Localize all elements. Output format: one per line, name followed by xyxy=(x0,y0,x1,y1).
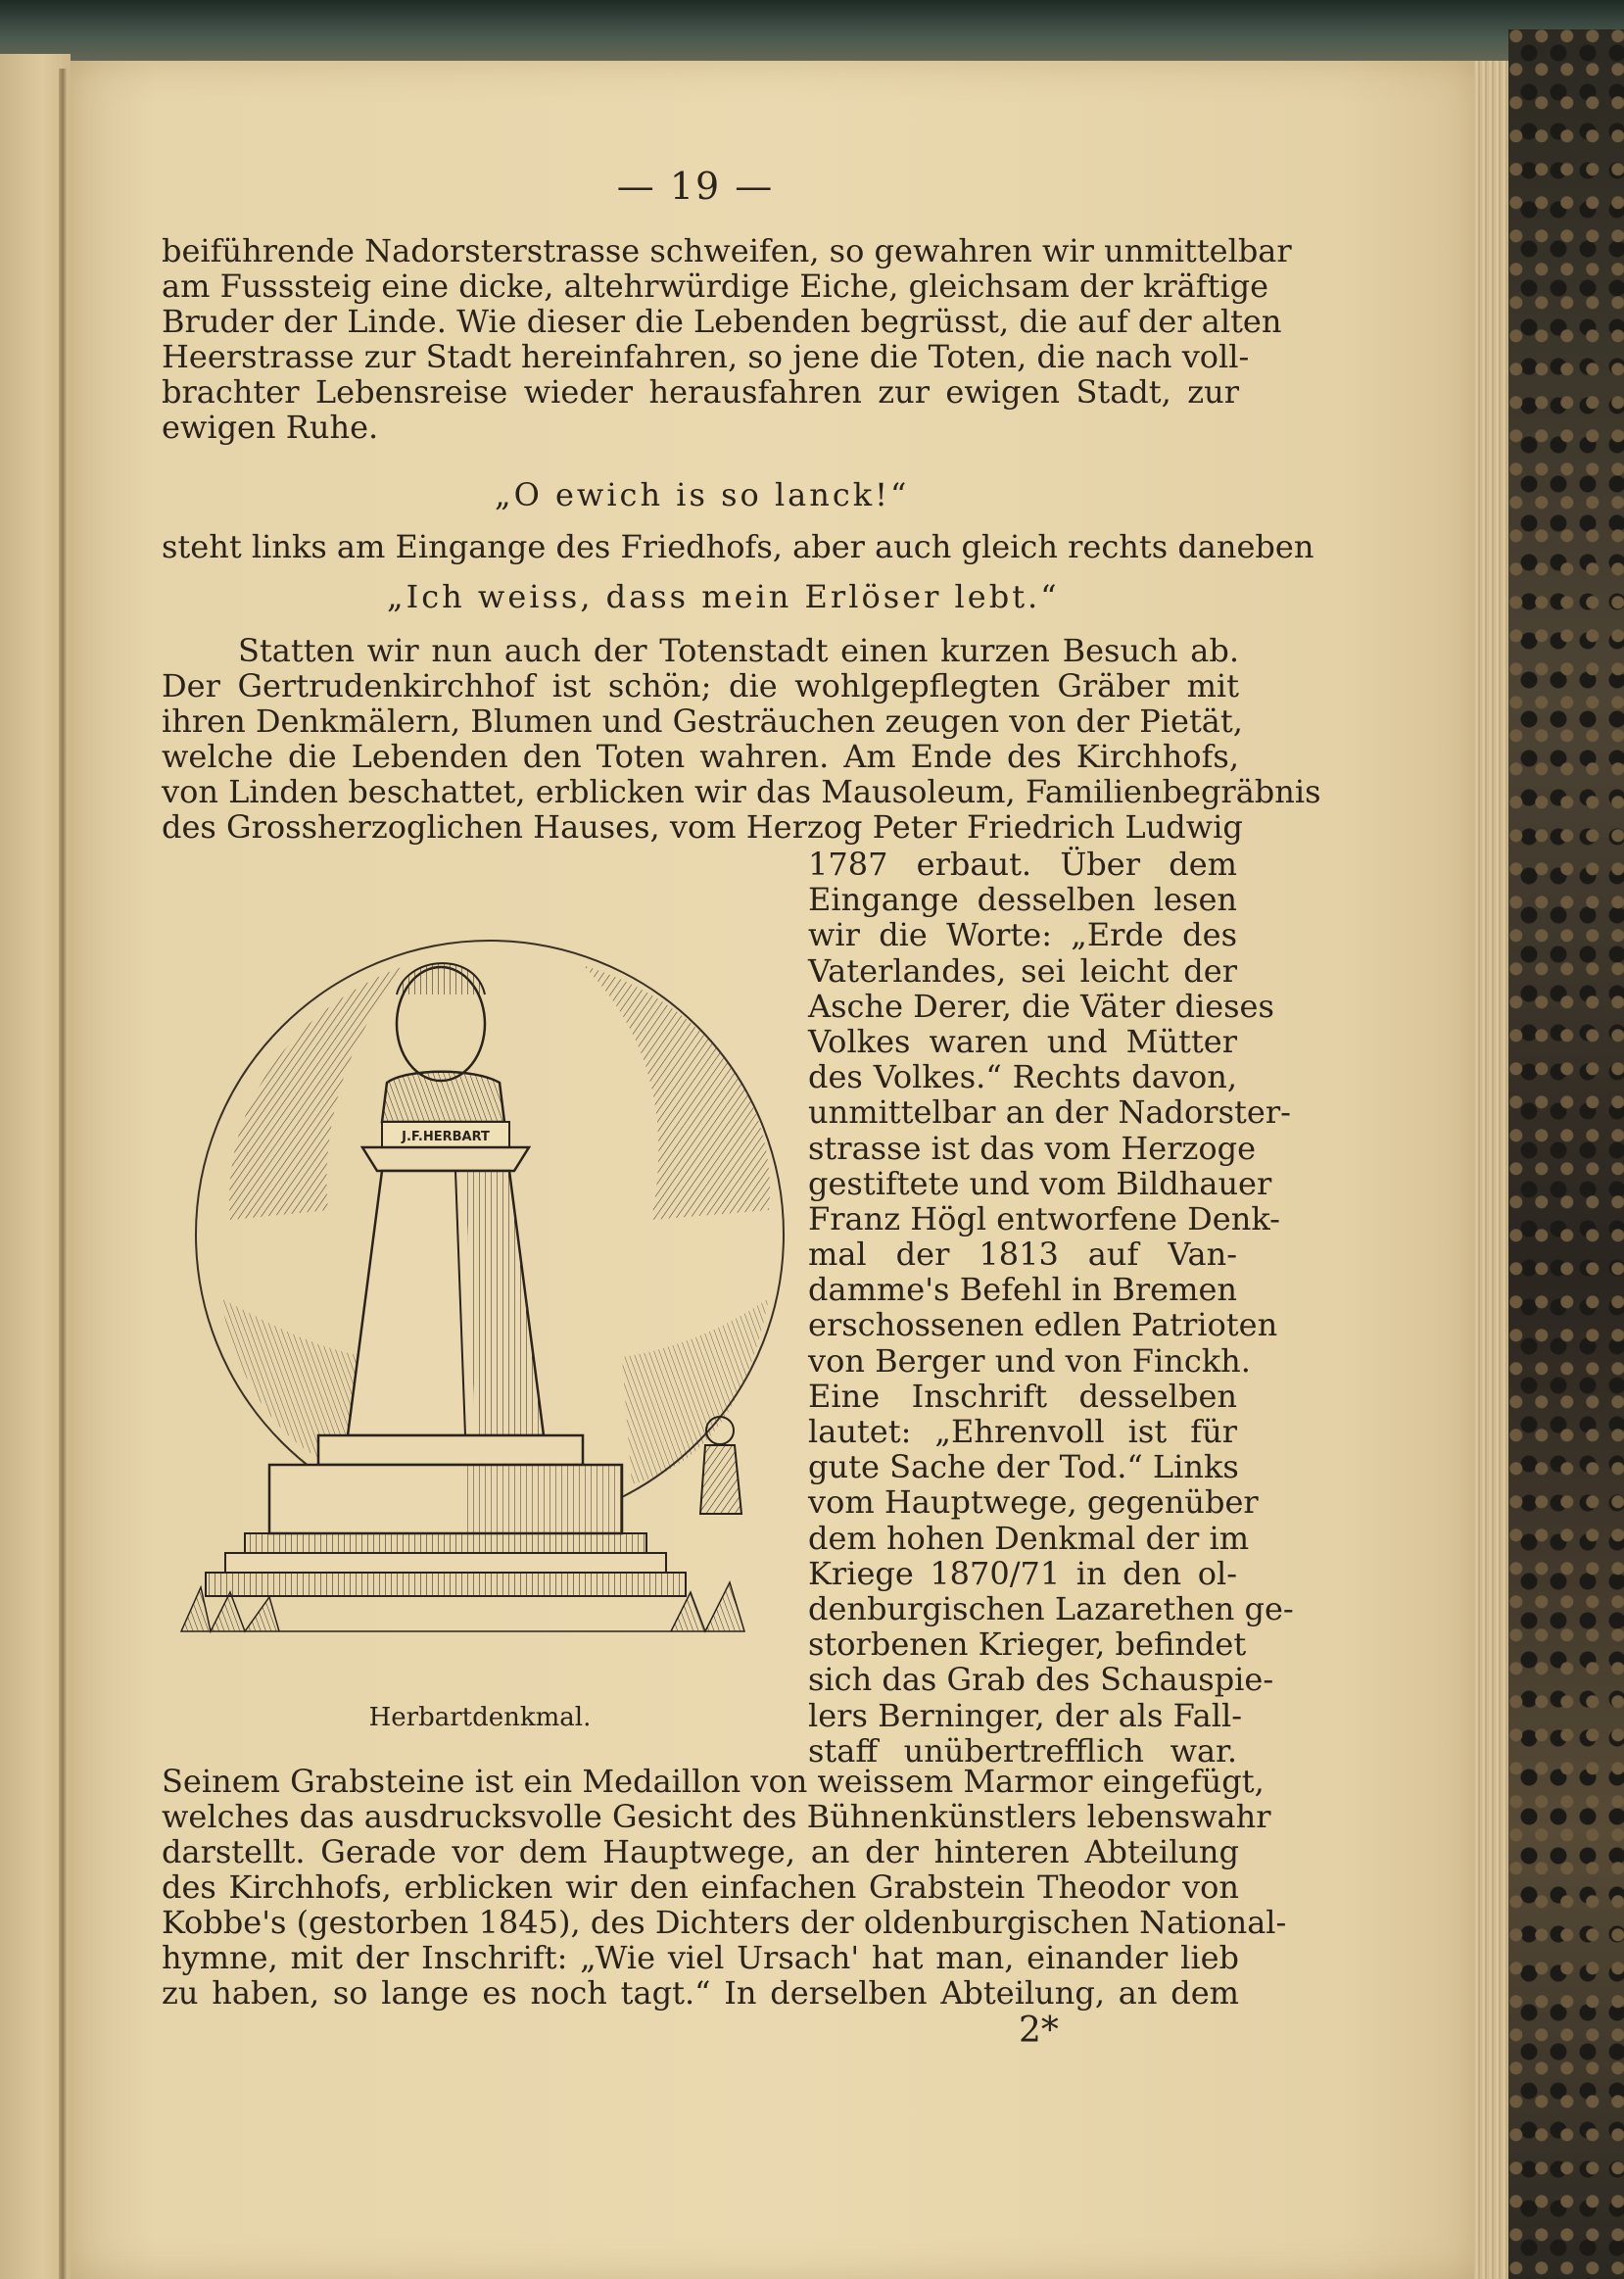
text-line: welche die Lebenden den Toten wahren. Am Ende des Kirchhofs, xyxy=(162,738,1239,775)
illustration-caption: Herbartdenkmal. xyxy=(368,1703,592,1732)
marbled-cover xyxy=(1508,29,1624,2279)
text-line: Vaterlandes, sei leicht der xyxy=(808,951,1237,990)
text-line: beiführende Nadorsterstrasse schweifen, so gewahren wir unmittelbar xyxy=(162,232,1292,269)
bust-shoulders xyxy=(382,1072,504,1122)
text-line: wir die Worte: „Erde des xyxy=(808,916,1237,954)
text-line: lers Berninger, der als Fall- xyxy=(808,1696,1242,1734)
figure-body xyxy=(700,1445,741,1514)
text-line: gestiftete und vom Bildhauer xyxy=(808,1164,1272,1202)
text-line: Kriege 1870/71 in den ol- xyxy=(808,1554,1237,1592)
pedestal-capital xyxy=(362,1147,529,1171)
text-line: storbenen Krieger, befindet xyxy=(808,1625,1247,1664)
text-line: des Grossherzoglichen Hauses, vom Herzog Peter Friedrich Ludwig xyxy=(162,808,1243,846)
text-line: Franz Högl entworfene Denk- xyxy=(808,1199,1280,1237)
text-line: Heerstrasse zur Stadt hereinfahren, so jene die Toten, die nach voll- xyxy=(162,338,1250,375)
text-line: vom Hauptwege, gegenüber xyxy=(808,1483,1259,1522)
text-line: 1787 erbaut. Über dem xyxy=(808,846,1237,883)
text-line: welches das ausdrucksvolle Gesicht des Bühnenkünstlers lebenswahr xyxy=(162,1798,1271,1835)
paragraph-1 xyxy=(162,232,1292,446)
paragraph-2 xyxy=(162,632,1321,846)
text-line: dem hohen Denkmal der im xyxy=(808,1519,1250,1557)
text-line: des Volkes.“ Rechts davon, xyxy=(808,1058,1237,1096)
text-line: Volkes waren und Mütter xyxy=(808,1022,1237,1060)
text-line: damme's Befehl in Bremen xyxy=(808,1271,1237,1309)
text-line: zu haben, so lange es noch tagt.“ In derselben Abteilung, an dem xyxy=(162,1974,1239,2012)
text-line: erschossenen edlen Patrioten xyxy=(808,1306,1278,1344)
text-line: lautet: „Ehrenvoll ist für xyxy=(808,1413,1237,1450)
text-line: unmittelbar an der Nadorster- xyxy=(808,1093,1291,1132)
page-number: — 19 — xyxy=(616,165,775,208)
step-1 xyxy=(245,1533,646,1553)
middle-line xyxy=(162,528,1314,565)
text-line: Der Gertrudenkirchhof ist schön; die wohlgepflegten Gräber mit xyxy=(162,667,1239,704)
text-line: steht links am Eingange des Friedhofs, aber auch gleich rechts daneben xyxy=(162,528,1314,565)
text-line: Kobbe's (gestorben 1845), des Dichters der oldenburgischen National- xyxy=(162,1904,1287,1941)
right-column-text xyxy=(808,846,1294,1770)
text-line: gute Sache der Tod.“ Links xyxy=(808,1448,1239,1486)
text-line: ihren Denkmälern, Blumen und Gesträuchen zeugen von der Pietät, xyxy=(162,703,1243,740)
text-line: am Fusssteig eine dicke, altehrwürdige Eiche, gleichsam der kräftige xyxy=(162,267,1269,305)
text-line: von Berger und von Finckh. xyxy=(808,1341,1251,1380)
text-line: Asche Derer, die Väter dieses xyxy=(808,987,1274,1025)
motto-inscription-2: „Ich weiss, dass mein Erlöser lebt.“ xyxy=(387,578,1060,615)
text-line: mal der 1813 auf Van- xyxy=(808,1236,1237,1274)
text-line: des Kirchhofs, erblicken wir den einfachen Grabstein Theodor von xyxy=(162,1868,1239,1906)
text-line: strasse ist das vom Herzoge xyxy=(808,1129,1256,1167)
foliage-lower-right xyxy=(622,1298,769,1484)
book-top-edge xyxy=(0,0,1624,69)
text-line: von Linden beschattet, erblicken wir das Mausoleum, Familienbegräbnis xyxy=(162,773,1321,810)
text-line: Eingange desselben lesen xyxy=(808,881,1237,919)
text-line: denburgischen Lazarethen ge- xyxy=(808,1589,1294,1627)
text-line: Eine Inschrift desselben xyxy=(808,1377,1237,1415)
plaque-text: J.F.HERBART xyxy=(402,1130,490,1144)
foliage-right xyxy=(583,965,770,1220)
text-line: darstellt. Gerade vor dem Hauptwege, an der hinteren Abteilung xyxy=(162,1833,1239,1870)
text-line: staff unübertrefflich war. xyxy=(808,1731,1237,1770)
text-line: Seinem Grabsteine ist ein Medaillon von weissem Marmor eingefügt, xyxy=(162,1763,1265,1800)
text-line: sich das Grab des Schauspie- xyxy=(808,1661,1274,1699)
herbart-monument-engraving xyxy=(162,887,798,1671)
motto-inscription-1: „O ewich is so lanck!“ xyxy=(495,476,910,513)
text-line: ewigen Ruhe. xyxy=(162,409,379,446)
signature-mark: 2* xyxy=(1019,2011,1059,2051)
text-line: Bruder der Linde. Wie dieser die Lebenden begrüsst, die auf der alten xyxy=(162,303,1282,340)
book-gutter xyxy=(59,69,67,2279)
text-line: Statten wir nun auch der Totenstadt einen kurzen Besuch ab. xyxy=(238,632,1239,669)
page-stack-edges xyxy=(1474,61,1513,2279)
text-line: brachter Lebensreise wieder herausfahren zur ewigen Stadt, zur xyxy=(162,373,1239,411)
step-2 xyxy=(225,1553,666,1573)
text-line: hymne, mit der Inschrift: „Wie viel Ursach' hat man, einander lieb xyxy=(162,1939,1239,1976)
step-3 xyxy=(206,1573,686,1596)
base-tier-1 xyxy=(318,1435,583,1465)
paragraph-3 xyxy=(162,1763,1287,2012)
